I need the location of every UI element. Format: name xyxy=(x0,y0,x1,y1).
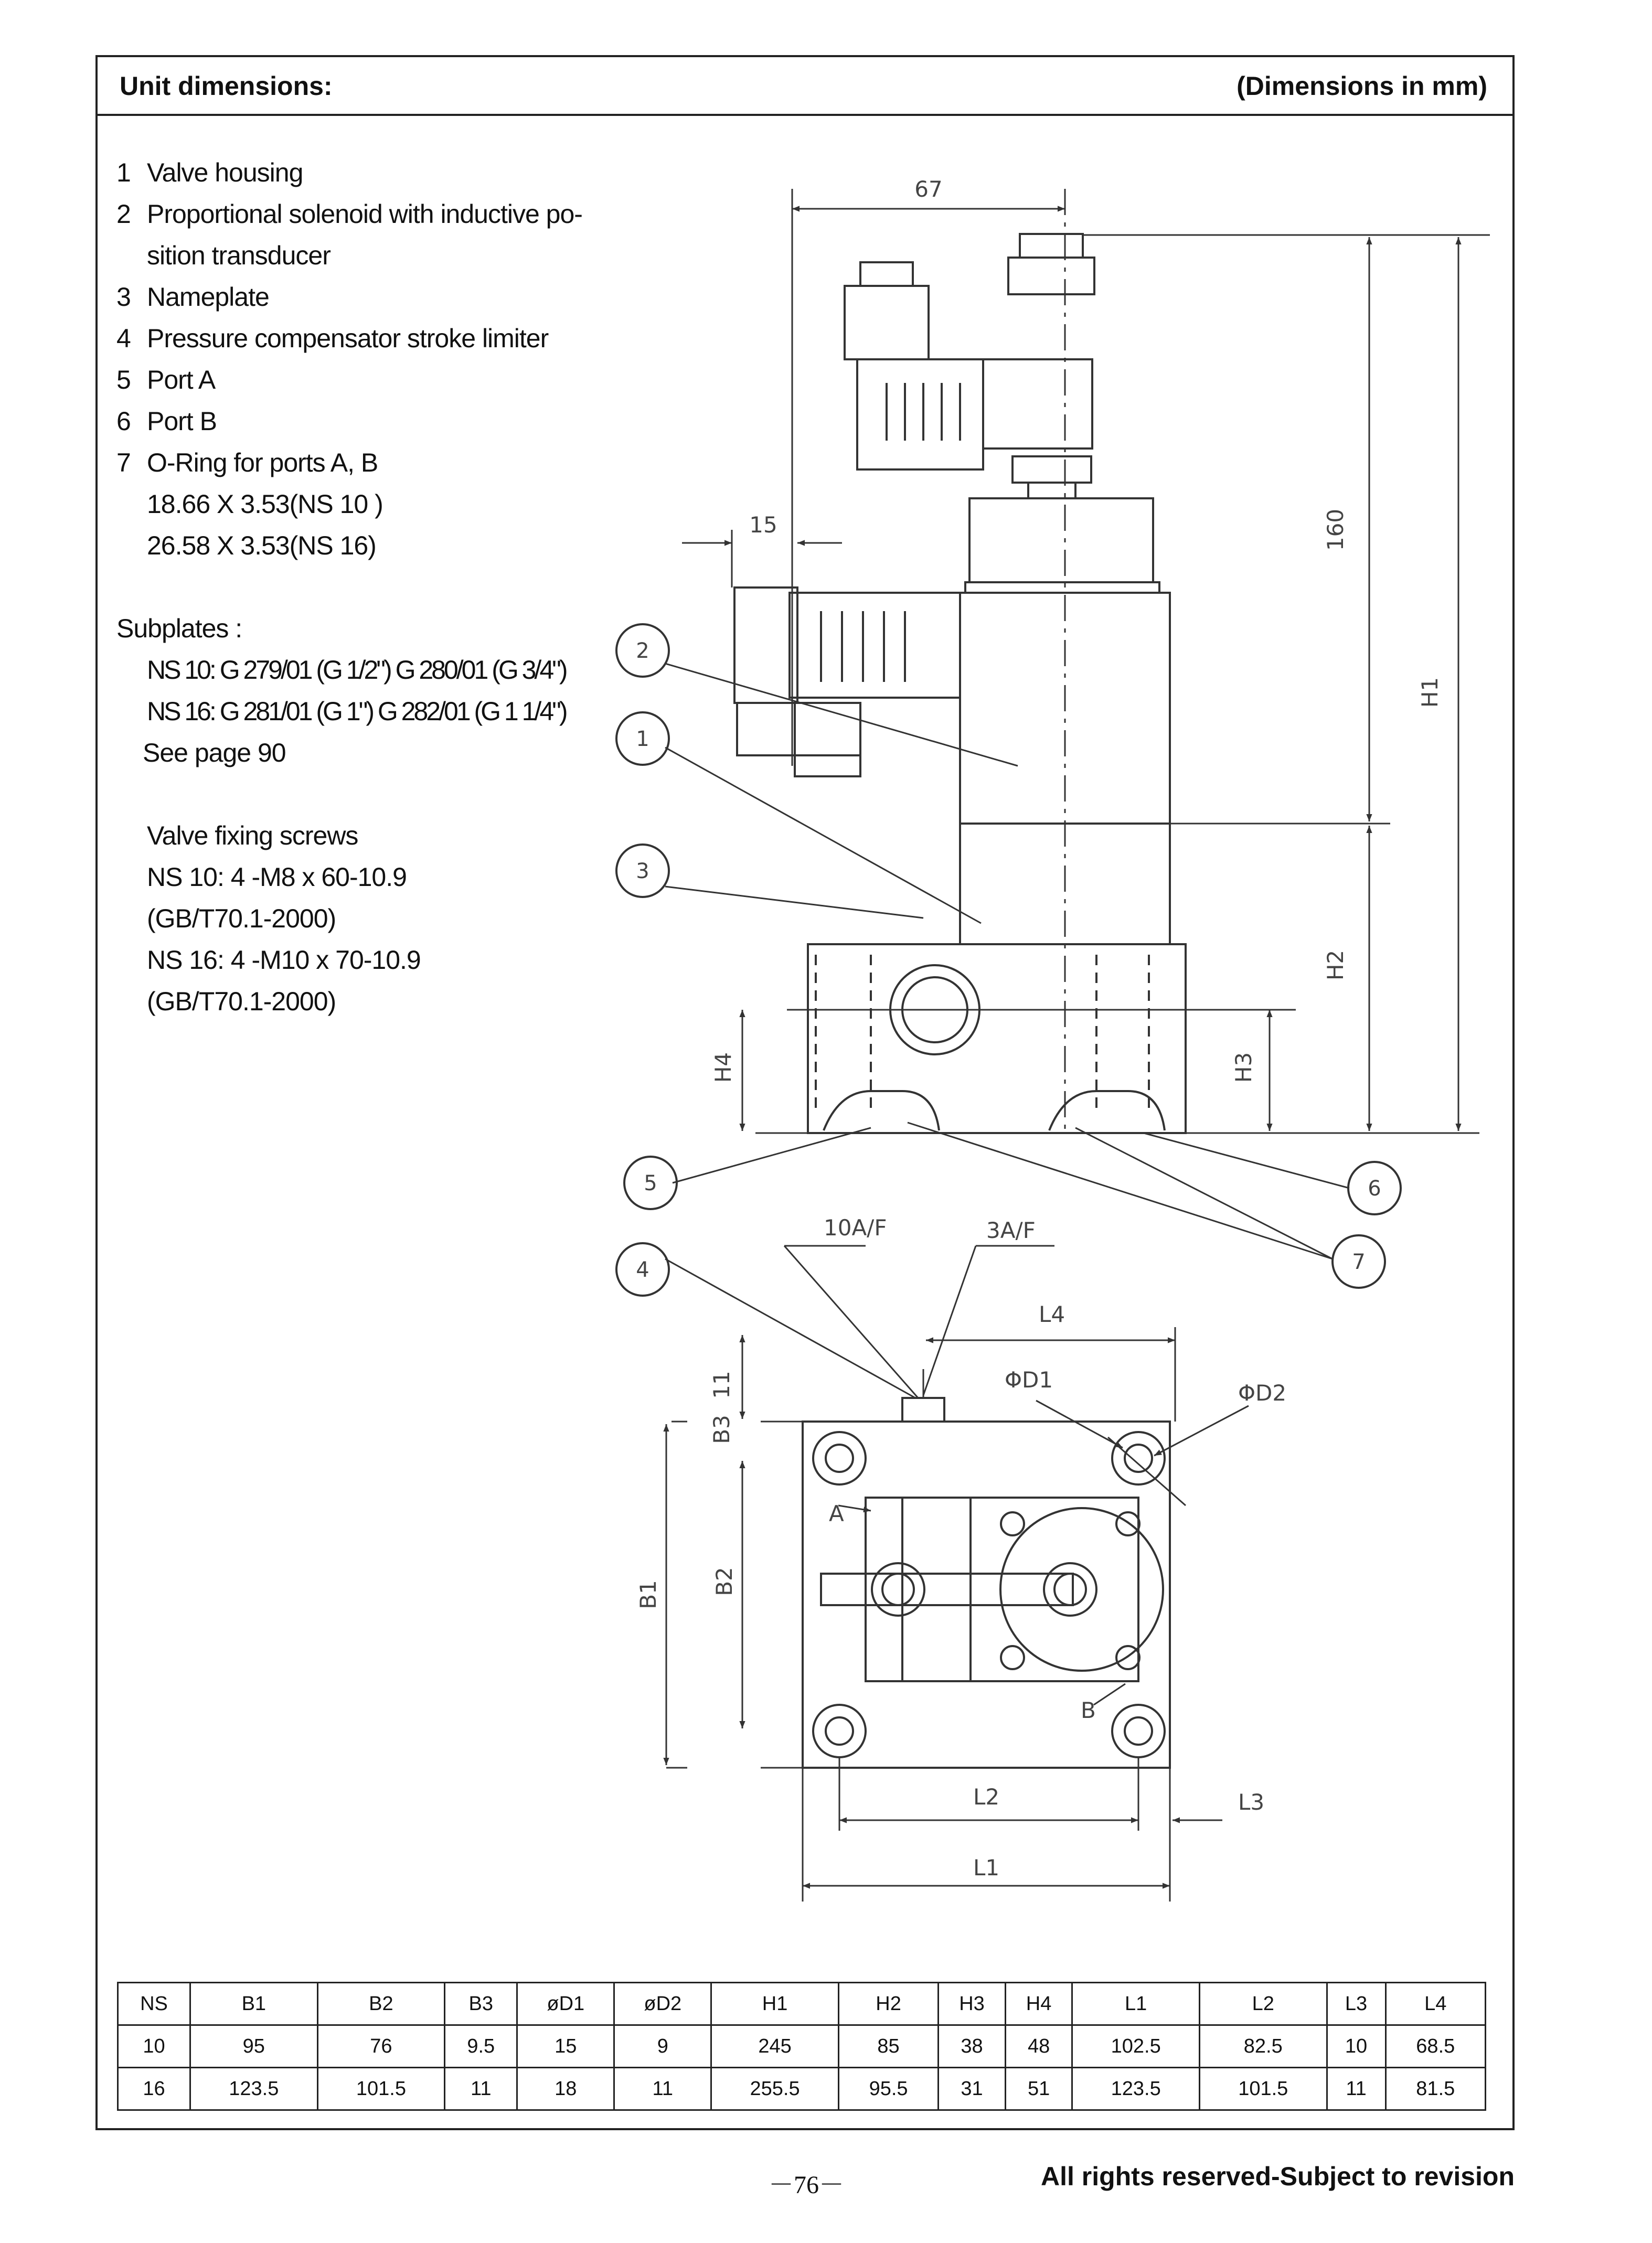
port-a-label: A xyxy=(829,1501,844,1526)
af3-label: 3A/F xyxy=(986,1217,1036,1243)
table-cell: 15 xyxy=(517,2025,614,2068)
table-header-cell: H1 xyxy=(711,1983,839,2025)
table-cell: 9 xyxy=(614,2025,711,2068)
solenoid-cap xyxy=(1020,234,1083,258)
solenoid-coil-box xyxy=(857,359,983,469)
dim-L2-label: L2 xyxy=(973,1784,1000,1810)
legend-item: 5 Port A xyxy=(116,365,216,394)
table-cell: 95.5 xyxy=(838,2068,938,2110)
subplates-ns16: NS 16: G 281/01 (G 1") G 282/01 (G 1 1/4") xyxy=(147,697,566,726)
solenoid-housing xyxy=(969,498,1153,582)
callout-4-label: 4 xyxy=(636,1258,649,1282)
dim-67-label: 67 xyxy=(914,176,943,202)
dim-L3-label: L3 xyxy=(1238,1789,1265,1815)
dim-H4-label: H4 xyxy=(710,1052,736,1083)
table-cell: 11 xyxy=(1327,2068,1385,2110)
callout-3-label: 3 xyxy=(636,859,649,883)
units-note: (Dimensions in mm) xyxy=(1237,71,1487,101)
dim-B3-label: B3 xyxy=(709,1415,734,1444)
port-b-label: B xyxy=(1081,1697,1096,1723)
dimension-table xyxy=(117,1982,1486,2111)
legend-item: 4 Pressure compensator stroke limiter xyxy=(116,324,549,353)
table-cell: 48 xyxy=(1005,2025,1072,2068)
table-cell: 31 xyxy=(939,2068,1006,2110)
table-header-cell: øD2 xyxy=(614,1983,711,2025)
table-header-cell: B1 xyxy=(190,1983,318,2025)
screws-title: Valve fixing screws xyxy=(147,821,358,850)
legend-item-continued: 18.66 X 3.53(NS 10 ) xyxy=(147,489,383,519)
table-cell: 11 xyxy=(614,2068,711,2110)
subplate-outline xyxy=(803,1422,1170,1768)
table-cell: 101.5 xyxy=(317,2068,445,2110)
table-cell: 85 xyxy=(838,2025,938,2068)
callout-6-label: 6 xyxy=(1368,1177,1381,1201)
table-cell: 51 xyxy=(1005,2068,1072,2110)
callout-2-label: 2 xyxy=(636,639,649,663)
dim-11-label: 11 xyxy=(709,1371,734,1399)
subplates-ns10: NS 10: G 279/01 (G 1/2") G 280/01 (G 3/4") xyxy=(147,655,566,685)
legend-item: 3 Nameplate xyxy=(116,282,269,312)
callout-5-label: 5 xyxy=(644,1171,657,1195)
dim-B1-label: B1 xyxy=(635,1580,661,1609)
table-header-cell: H4 xyxy=(1005,1983,1072,2025)
callout-7-label: 7 xyxy=(1352,1250,1366,1274)
table-cell: 123.5 xyxy=(190,2068,318,2110)
side-connector xyxy=(790,593,960,698)
table-cell: 38 xyxy=(939,2025,1006,2068)
table-header-cell: B2 xyxy=(317,1983,445,2025)
connector-head xyxy=(1008,258,1094,294)
legend-item-continued: sition transducer xyxy=(147,241,331,270)
table-row xyxy=(118,2068,1486,2110)
table-cell: 81.5 xyxy=(1385,2068,1485,2110)
table-header-cell: L4 xyxy=(1385,1983,1485,2025)
table-header-row xyxy=(118,1983,1486,2025)
legend-item: 2 Proportional solenoid with inductive po- xyxy=(116,199,582,229)
callout-1-label: 1 xyxy=(636,727,649,751)
table-header-cell: H3 xyxy=(939,1983,1006,2025)
rights-notice: All rights reserved-Subject to revision xyxy=(1040,2162,1515,2191)
dim-H2-label: H2 xyxy=(1323,949,1348,981)
screws-ns10-standard: (GB/T70.1-2000) xyxy=(147,904,336,933)
solenoid-coil-side xyxy=(983,359,1092,448)
table-row xyxy=(118,2025,1486,2068)
table-cell: 82.5 xyxy=(1199,2025,1327,2068)
dim-D2-label: ΦD2 xyxy=(1238,1380,1287,1406)
af10-label: 10A/F xyxy=(824,1215,887,1241)
table-header-cell: L2 xyxy=(1199,1983,1327,2025)
dim-D1-label: ΦD1 xyxy=(1005,1367,1053,1393)
table-cell: 123.5 xyxy=(1072,2068,1200,2110)
legend-item: 6 Port B xyxy=(116,407,217,436)
table-cell: 18 xyxy=(517,2068,614,2110)
valve-lower-block xyxy=(808,944,1186,1133)
screws-ns16: NS 16: 4 -M10 x 70-10.9 xyxy=(147,945,421,975)
table-cell: 95 xyxy=(190,2025,318,2068)
table-header-cell: H2 xyxy=(838,1983,938,2025)
see-page-ref: See page 90 xyxy=(143,738,286,767)
table-cell: 255.5 xyxy=(711,2068,839,2110)
dim-15-label: 15 xyxy=(749,512,777,538)
dim-L1-label: L1 xyxy=(973,1855,1000,1881)
table-cell: 10 xyxy=(1327,2025,1385,2068)
table-cell: 76 xyxy=(317,2025,445,2068)
table-header-cell: B3 xyxy=(445,1983,517,2025)
plug-cap xyxy=(860,262,913,286)
table-header-cell: NS xyxy=(118,1983,190,2025)
table-cell: 245 xyxy=(711,2025,839,2068)
legend-item: 7 O-Ring for ports A, B xyxy=(116,448,378,477)
table-cell: 68.5 xyxy=(1385,2025,1485,2068)
table-cell: 10 xyxy=(118,2025,190,2068)
table-cell: 9.5 xyxy=(445,2025,517,2068)
dim-160-label: 160 xyxy=(1323,508,1348,551)
subplates-title: Subplates : xyxy=(116,614,242,643)
table-cell: 11 xyxy=(445,2068,517,2110)
dim-H1-label: H1 xyxy=(1417,677,1443,708)
dim-L4-label: L4 xyxy=(1038,1301,1065,1327)
section-title: Unit dimensions: xyxy=(120,71,333,101)
table-header-cell: L3 xyxy=(1327,1983,1385,2025)
screws-ns16-standard: (GB/T70.1-2000) xyxy=(147,987,336,1016)
page-number: －76－ xyxy=(769,2171,845,2199)
table-cell: 101.5 xyxy=(1199,2068,1327,2110)
plug-body xyxy=(845,286,929,359)
dim-H3-label: H3 xyxy=(1231,1052,1256,1083)
table-header-cell: L1 xyxy=(1072,1983,1200,2025)
legend-item: 1 Valve housing xyxy=(116,158,303,187)
legend-item-continued: 26.58 X 3.53(NS 16) xyxy=(147,531,376,560)
dim-B2-label: B2 xyxy=(711,1567,737,1596)
table-cell: 102.5 xyxy=(1072,2025,1200,2068)
table-cell: 16 xyxy=(118,2068,190,2110)
screws-ns10: NS 10: 4 -M8 x 60-10.9 xyxy=(147,862,407,892)
table-header-cell: øD1 xyxy=(517,1983,614,2025)
